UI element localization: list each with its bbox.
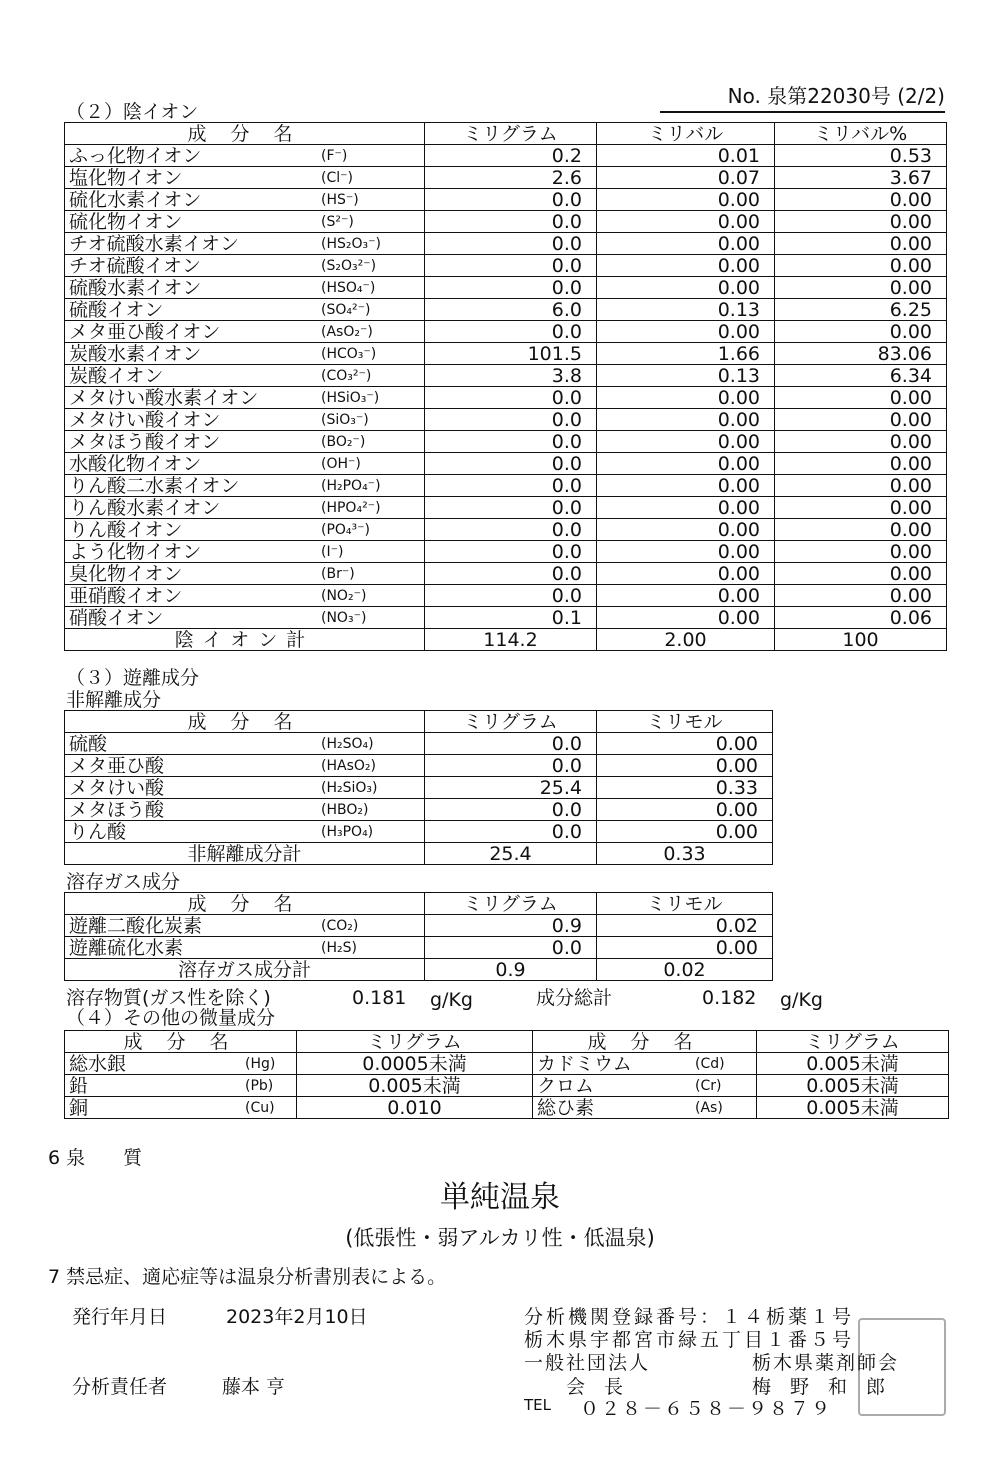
mg-value: 0.005未満 — [757, 1075, 949, 1097]
mg-value: 0.0 — [425, 387, 597, 409]
component-name — [65, 453, 425, 475]
mg-value: 0.0 — [425, 233, 597, 255]
chemical-formula: (SO₄²⁻) — [321, 302, 371, 318]
component-label: 亜硝酸イオン — [69, 584, 183, 607]
col-header-name-left: 成 分 名 — [65, 1031, 297, 1053]
table-row — [65, 937, 773, 959]
anion-section-title: （２）陰イオン — [66, 101, 199, 123]
chemical-formula: (AsO₂⁻) — [321, 324, 373, 340]
table-row — [65, 299, 947, 321]
table-row — [65, 585, 947, 607]
component-name — [65, 277, 425, 299]
mval-pct-value: 0.00 — [775, 409, 947, 431]
component-label: 総ひ素 — [537, 1096, 595, 1119]
chemical-formula: (PO₄³⁻) — [321, 522, 370, 538]
col-header-mmol: ミリモル — [597, 711, 773, 733]
component-name — [65, 343, 425, 365]
mval-pct-value: 0.00 — [775, 189, 947, 211]
table-row — [65, 431, 947, 453]
component-label: りん酸二水素イオン — [69, 474, 240, 497]
mg-value: 0.0 — [425, 189, 597, 211]
table-row — [65, 387, 947, 409]
nondissoc-title: 非解離成分 — [66, 689, 162, 711]
chemical-formula: (S₂O₃²⁻) — [321, 258, 377, 274]
col-header-mg: ミリグラム — [425, 893, 597, 915]
chemical-formula: (F⁻) — [321, 148, 348, 164]
component-label: 塩化物イオン — [69, 166, 183, 189]
component-label: 炭酸水素イオン — [69, 342, 202, 365]
mg-value: 3.8 — [425, 365, 597, 387]
component-name — [65, 607, 425, 629]
component-label: 水酸化物イオン — [69, 452, 202, 475]
table-row — [65, 755, 773, 777]
mg-value: 25.4 — [425, 777, 597, 799]
mg-value: 0.0 — [425, 585, 597, 607]
chemical-formula: (HPO₄²⁻) — [321, 500, 381, 516]
component-name — [65, 497, 425, 519]
mg-value: 0.0 — [425, 453, 597, 475]
chemical-formula: (CO₃²⁻) — [321, 368, 372, 384]
mval-pct-value: 83.06 — [775, 343, 947, 365]
mg-value: 0.0 — [425, 733, 597, 755]
col-header-name-right: 成 分 名 — [533, 1031, 757, 1053]
col-header-mg: ミリグラム — [425, 711, 597, 733]
component-label: 硫酸 — [69, 732, 108, 755]
anion-table — [64, 122, 947, 651]
mval-value: 0.00 — [597, 255, 775, 277]
mval-value: 0.00 — [597, 607, 775, 629]
component-label: 鉛 — [69, 1074, 89, 1097]
chemical-formula: (HSiO₃⁻) — [321, 390, 380, 406]
chemical-formula: (H₂SiO₃) — [321, 780, 378, 796]
component-name — [533, 1075, 757, 1097]
mmol-value: 0.00 — [597, 799, 773, 821]
org-name: 栃木県薬剤師会 — [752, 1352, 900, 1374]
component-label: りん酸水素イオン — [69, 496, 221, 519]
table-row — [65, 211, 947, 233]
component-label: チオ硫酸イオン — [69, 254, 202, 277]
responsible-label: 分析責任者 — [72, 1376, 168, 1398]
component-label: 硫酸水素イオン — [69, 276, 202, 299]
col-header-mmol: ミリモル — [597, 893, 773, 915]
mval-value: 0.00 — [597, 189, 775, 211]
component-name — [65, 777, 425, 799]
mval-pct-value: 0.00 — [775, 585, 947, 607]
mval-value: 0.13 — [597, 299, 775, 321]
component-label: 炭酸イオン — [69, 364, 164, 387]
component-label: 総水銀 — [69, 1052, 127, 1075]
table-row — [65, 233, 947, 255]
responsible-name: 藤本 亨 — [222, 1376, 286, 1398]
mval-value: 0.00 — [597, 519, 775, 541]
component-label: 遊離硫化水素 — [69, 936, 184, 959]
table-row — [65, 475, 947, 497]
president-name: 梅 野 和 郎 — [752, 1376, 886, 1398]
trace-rows — [65, 1053, 949, 1119]
mg-value: 0.0 — [425, 755, 597, 777]
table-row — [65, 1075, 949, 1097]
mval-pct-value: 0.06 — [775, 607, 947, 629]
chemical-formula: (HS⁻) — [321, 192, 359, 208]
component-name — [65, 409, 425, 431]
dissolved-label: 溶存物質(ガス性を除く) — [66, 987, 271, 1009]
mg-value: 0.0 — [425, 563, 597, 585]
gas-table — [64, 892, 773, 981]
nondissoc-header-row — [65, 711, 773, 733]
mg-value: 6.0 — [425, 299, 597, 321]
component-label: クロム — [537, 1074, 595, 1097]
table-row — [65, 519, 947, 541]
issue-date-label: 発行年月日 — [72, 1306, 168, 1328]
table-row — [65, 343, 947, 365]
component-name — [65, 915, 425, 937]
mg-value: 0.0 — [425, 255, 597, 277]
mval-pct-value: 3.67 — [775, 167, 947, 189]
chemical-formula: (Br⁻) — [321, 566, 355, 582]
table-row — [65, 607, 947, 629]
mval-value: 0.07 — [597, 167, 775, 189]
component-name — [65, 821, 425, 843]
table-row — [65, 821, 773, 843]
chemical-formula: (Pb) — [245, 1078, 274, 1094]
table-row — [65, 277, 947, 299]
component-name — [65, 167, 425, 189]
mmol-value: 0.00 — [597, 937, 773, 959]
mval-value: 1.66 — [597, 343, 775, 365]
mmol-value: 0.00 — [597, 755, 773, 777]
mg-value: 0.0 — [425, 211, 597, 233]
mval-pct-value: 0.00 — [775, 211, 947, 233]
component-name — [65, 299, 425, 321]
org-address: 栃木県宇都宮市緑五丁目１番５号 — [524, 1329, 855, 1351]
col-header-name: 成 分 名 — [65, 123, 425, 145]
table-row — [65, 799, 773, 821]
mval-value: 0.00 — [597, 277, 775, 299]
component-total-unit: g/Kg — [780, 989, 823, 1011]
mg-value: 0.0 — [425, 321, 597, 343]
table-row — [65, 541, 947, 563]
mval-value: 0.00 — [597, 585, 775, 607]
component-name — [65, 365, 425, 387]
component-name — [65, 431, 425, 453]
chemical-formula: (H₂PO₄⁻) — [321, 478, 381, 494]
chemical-formula: (CO₂) — [321, 918, 359, 934]
mval-value: 0.00 — [597, 453, 775, 475]
table-row — [65, 365, 947, 387]
chemical-formula: (H₃PO₄) — [321, 824, 374, 840]
gas-total-mmol: 0.02 — [597, 959, 773, 981]
chemical-formula: (H₂SO₄) — [321, 736, 374, 752]
anion-total-label: 陰イオン計 — [65, 629, 425, 651]
gas-total-row — [65, 959, 773, 981]
chemical-formula: (NO₂⁻) — [321, 588, 367, 604]
chemical-formula: (As) — [695, 1100, 723, 1116]
table-row — [65, 1097, 949, 1119]
component-label: チオ硫酸水素イオン — [69, 232, 240, 255]
quality-heading: 6 泉 質 — [48, 1147, 143, 1169]
free-section-title: （３）遊離成分 — [66, 667, 200, 689]
component-label: メタ亜ひ酸 — [69, 754, 165, 777]
col-header-name: 成 分 名 — [65, 893, 425, 915]
mval-pct-value: 0.00 — [775, 233, 947, 255]
component-label: 硫化水素イオン — [69, 188, 202, 211]
mg-value: 0.0 — [425, 497, 597, 519]
mg-value: 0.0 — [425, 475, 597, 497]
component-label: 硫酸イオン — [69, 298, 164, 321]
chemical-formula: (HS₂O₃⁻) — [321, 236, 381, 252]
component-name — [65, 733, 425, 755]
component-name — [65, 541, 425, 563]
component-name — [65, 519, 425, 541]
table-row — [65, 777, 773, 799]
table-row — [65, 189, 947, 211]
mg-value: 0.005未満 — [297, 1075, 533, 1097]
mval-value: 0.13 — [597, 365, 775, 387]
mg-value: 101.5 — [425, 343, 597, 365]
gas-total-label: 溶存ガス成分計 — [65, 959, 425, 981]
component-label: メタけい酸 — [69, 776, 165, 799]
component-name — [65, 937, 425, 959]
trace-header-row — [65, 1031, 949, 1053]
component-label: メタけい酸イオン — [69, 408, 221, 431]
mval-pct-value: 0.00 — [775, 255, 947, 277]
anion-total-mval: 2.00 — [597, 629, 775, 651]
mg-value: 0.0 — [425, 937, 597, 959]
chemical-formula: (H₂S) — [321, 940, 357, 956]
component-label: 硝酸イオン — [69, 606, 164, 629]
anion-rows — [65, 145, 947, 629]
chemical-formula: (HBO₂) — [321, 802, 369, 818]
component-label: メタほう酸イオン — [69, 430, 221, 453]
mg-value: 0.0 — [425, 431, 597, 453]
mg-value: 0.2 — [425, 145, 597, 167]
chemical-formula: (Hg) — [245, 1056, 276, 1072]
table-row — [65, 915, 773, 937]
anion-header-row — [65, 123, 947, 145]
component-name — [65, 755, 425, 777]
mval-value: 0.00 — [597, 233, 775, 255]
mval-pct-value: 0.00 — [775, 475, 947, 497]
dissolved-value: 0.181 — [352, 987, 407, 1009]
mval-value: 0.00 — [597, 431, 775, 453]
org-type: 一般社団法人 — [524, 1352, 651, 1374]
table-row — [65, 145, 947, 167]
document-number: No. 泉第22030号 (2/2) — [660, 80, 945, 113]
col-header-mval-pct: ミリバル% — [775, 123, 947, 145]
component-name — [65, 475, 425, 497]
chemical-formula: (BO₂⁻) — [321, 434, 366, 450]
nondissoc-total-mmol: 0.33 — [597, 843, 773, 865]
issue-date: 2023年2月10日 — [226, 1306, 368, 1328]
component-name — [65, 233, 425, 255]
component-label: 臭化物イオン — [69, 562, 183, 585]
component-name — [65, 563, 425, 585]
mmol-value: 0.02 — [597, 915, 773, 937]
anion-total-row — [65, 629, 947, 651]
anion-total-pct: 100 — [775, 629, 947, 651]
component-name — [65, 321, 425, 343]
table-row — [65, 563, 947, 585]
component-label: 遊離二酸化炭素 — [69, 914, 203, 937]
nondissoc-total-label: 非解離成分計 — [65, 843, 425, 865]
tel-label: TEL — [524, 1396, 551, 1414]
nondissoc-total-row — [65, 843, 773, 865]
mval-pct-value: 6.25 — [775, 299, 947, 321]
col-header-mg-right: ミリグラム — [757, 1031, 949, 1053]
col-header-mval: ミリバル — [597, 123, 775, 145]
col-header-mg: ミリグラム — [425, 123, 597, 145]
mval-pct-value: 0.00 — [775, 541, 947, 563]
table-row — [65, 1053, 949, 1075]
nondissoc-total-mg: 25.4 — [425, 843, 597, 865]
mval-pct-value: 0.00 — [775, 387, 947, 409]
mval-pct-value: 0.00 — [775, 497, 947, 519]
chemical-formula: (HCO₃⁻) — [321, 346, 377, 362]
component-label: りん酸イオン — [69, 518, 183, 541]
mg-value: 0.010 — [297, 1097, 533, 1119]
chemical-formula: (I⁻) — [321, 544, 344, 560]
chemical-formula: (NO₃⁻) — [321, 610, 367, 626]
component-name — [65, 799, 425, 821]
mg-value: 0.1 — [425, 607, 597, 629]
component-total-label: 成分総計 — [536, 987, 613, 1009]
mval-pct-value: 0.00 — [775, 321, 947, 343]
mg-value: 0.9 — [425, 915, 597, 937]
component-name — [65, 189, 425, 211]
mval-pct-value: 0.00 — [775, 563, 947, 585]
component-name — [533, 1053, 757, 1075]
mval-value: 0.00 — [597, 563, 775, 585]
chemical-formula: (HSO₄⁻) — [321, 280, 376, 296]
mg-value: 0.0 — [425, 799, 597, 821]
component-label: メタ亜ひ酸イオン — [69, 320, 221, 343]
component-name — [65, 211, 425, 233]
mval-pct-value: 6.34 — [775, 365, 947, 387]
mg-value: 0.0 — [425, 409, 597, 431]
gas-total-mg: 0.9 — [425, 959, 597, 981]
table-row — [65, 409, 947, 431]
mg-value: 0.005未満 — [757, 1097, 949, 1119]
anion-total-mg: 114.2 — [425, 629, 597, 651]
mval-value: 0.00 — [597, 497, 775, 519]
chemical-formula: (OH⁻) — [321, 456, 361, 472]
table-row — [65, 733, 773, 755]
org-registration: 分析機関登録番号：１４栃薬１号 — [524, 1306, 855, 1328]
gas-rows — [65, 915, 773, 959]
table-row — [65, 453, 947, 475]
chemical-formula: (Cd) — [695, 1056, 725, 1072]
component-label: よう化物イオン — [69, 540, 202, 563]
trace-table — [64, 1030, 949, 1119]
mg-value: 0.0 — [425, 541, 597, 563]
nondissoc-table — [64, 710, 773, 865]
mval-pct-value: 0.00 — [775, 453, 947, 475]
mg-value: 2.6 — [425, 167, 597, 189]
chemical-formula: (Cu) — [245, 1100, 275, 1116]
chemical-formula: (S²⁻) — [321, 214, 354, 230]
mval-value: 0.00 — [597, 387, 775, 409]
table-row — [65, 497, 947, 519]
mmol-value: 0.33 — [597, 777, 773, 799]
mval-pct-value: 0.00 — [775, 431, 947, 453]
president-label: 会 長 — [566, 1376, 624, 1398]
chemical-formula: (Cl⁻) — [321, 170, 353, 186]
mval-value: 0.00 — [597, 541, 775, 563]
component-name — [65, 255, 425, 277]
tel-number: ０２８－６５８－９８７９ — [580, 1398, 833, 1420]
component-label: メタけい酸水素イオン — [69, 386, 259, 409]
component-name — [65, 145, 425, 167]
mg-value: 0.0 — [425, 821, 597, 843]
component-label: カドミウム — [537, 1052, 632, 1075]
mval-value: 0.00 — [597, 321, 775, 343]
mval-pct-value: 0.53 — [775, 145, 947, 167]
component-label: 硫化物イオン — [69, 210, 183, 233]
col-header-mg-left: ミリグラム — [297, 1031, 533, 1053]
component-name — [65, 1075, 297, 1097]
mval-value: 0.00 — [597, 211, 775, 233]
component-label: ふっ化物イオン — [69, 144, 202, 167]
mval-value: 0.00 — [597, 475, 775, 497]
mval-pct-value: 0.00 — [775, 519, 947, 541]
chemical-formula: (SiO₃⁻) — [321, 412, 369, 428]
table-row — [65, 255, 947, 277]
component-name — [533, 1097, 757, 1119]
gas-title: 溶存ガス成分 — [66, 871, 181, 893]
col-header-name: 成 分 名 — [65, 711, 425, 733]
component-name — [65, 585, 425, 607]
mg-value: 0.0005未満 — [297, 1053, 533, 1075]
mval-pct-value: 0.00 — [775, 277, 947, 299]
chemical-formula: (Cr) — [695, 1078, 722, 1094]
mval-value: 0.00 — [597, 409, 775, 431]
chemical-formula: (HAsO₂) — [321, 758, 376, 774]
note-7: 7 禁忌症、適応症等は温泉分析書別表による。 — [48, 1266, 447, 1288]
component-name — [65, 387, 425, 409]
spring-quality-sub: (低張性・弱アルカリ性・低温泉) — [345, 1226, 655, 1250]
mval-value: 0.01 — [597, 145, 775, 167]
component-label: メタほう酸 — [69, 798, 165, 821]
mg-value: 0.0 — [425, 277, 597, 299]
trace-section-title: （４）その他の微量成分 — [66, 1007, 276, 1029]
dissolved-unit: g/Kg — [430, 989, 473, 1011]
component-label: 銅 — [69, 1096, 89, 1119]
mg-value: 0.0 — [425, 519, 597, 541]
nondissoc-rows — [65, 733, 773, 843]
table-row — [65, 167, 947, 189]
mg-value: 0.005未満 — [757, 1053, 949, 1075]
component-name — [65, 1097, 297, 1119]
mmol-value: 0.00 — [597, 733, 773, 755]
table-row — [65, 321, 947, 343]
component-total-value: 0.182 — [702, 987, 757, 1009]
spring-quality-name: 単純温泉 — [440, 1180, 560, 1215]
component-label: りん酸 — [69, 820, 127, 843]
component-name — [65, 1053, 297, 1075]
mmol-value: 0.00 — [597, 821, 773, 843]
gas-header-row — [65, 893, 773, 915]
